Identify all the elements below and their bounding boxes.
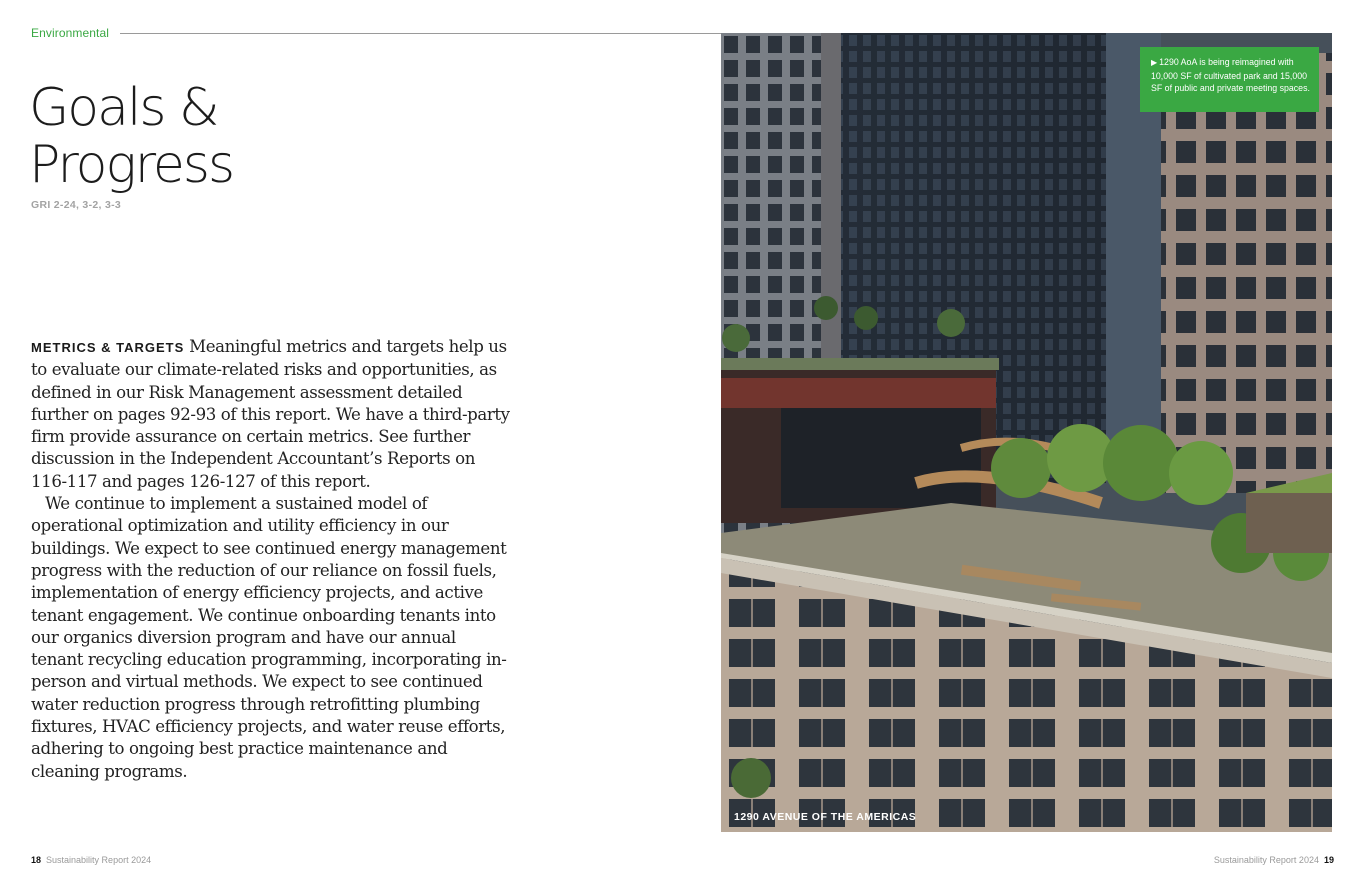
title-line-2: Progress [29,135,234,195]
triangle-right-icon: ▶ [1151,58,1158,67]
footer-right [1214,855,1334,865]
photo-callout [1140,47,1319,112]
left-page-number: 18 [31,855,42,865]
section-label: Environmental [31,26,110,40]
photo-caption: 1290 AVENUE OF THE AMERICAS [734,811,917,823]
footer-left [31,855,151,865]
paragraph-1-text: Meaningful metrics and targets help us to evaluate our climate-related risks and opportunities, as defined in our Risk Management assessment detailed further on pages 92-93 of this report. We have a third-party firm provide assurance on certain metrics. See further discussion in the Independent Accountant’s Reports on 116-117 and pages 126-127 of this report. [31,337,510,491]
metrics-targets-lead: METRICS & TARGETS [31,340,185,355]
header-divider [120,33,721,34]
body-text [31,336,511,783]
right-footer-text: Sustainability Report 2024 [1213,855,1319,865]
callout-text: 1290 AoA is being reimagined with 10,000 SF of cultivated park and 15,000 SF of public and private meeting spaces. [1151,57,1310,93]
body-paragraph-1 [31,336,511,493]
body-paragraph-2: We continue to implement a sustained model of operational optimization and utility efficiency in our buildings. We expect to see continued energy management progress with the reduction of our reliance on fossil fuels, implementation of energy efficiency projects, and active tenant engagement. We continue onboarding tenants into our organics diversion program and have our annual tenant recycling education programming, incorporating in-person and virtual methods. We expect to see continued water reduction progress through retrofitting plumbing fixtures, HVAC efficiency projects, and water reuse efforts, adhering to ongoing best practice maintenance and cleaning programs. [31,494,507,781]
title-line-1: Goals & [29,78,218,138]
building-photo [721,33,1332,832]
gri-reference: GRI 2-24, 3-2, 3-3 [31,199,122,211]
page-title [29,80,233,194]
right-page-number: 19 [1323,855,1334,865]
left-footer-text: Sustainability Report 2024 [46,855,152,865]
rooftop-illustration [721,33,1332,832]
